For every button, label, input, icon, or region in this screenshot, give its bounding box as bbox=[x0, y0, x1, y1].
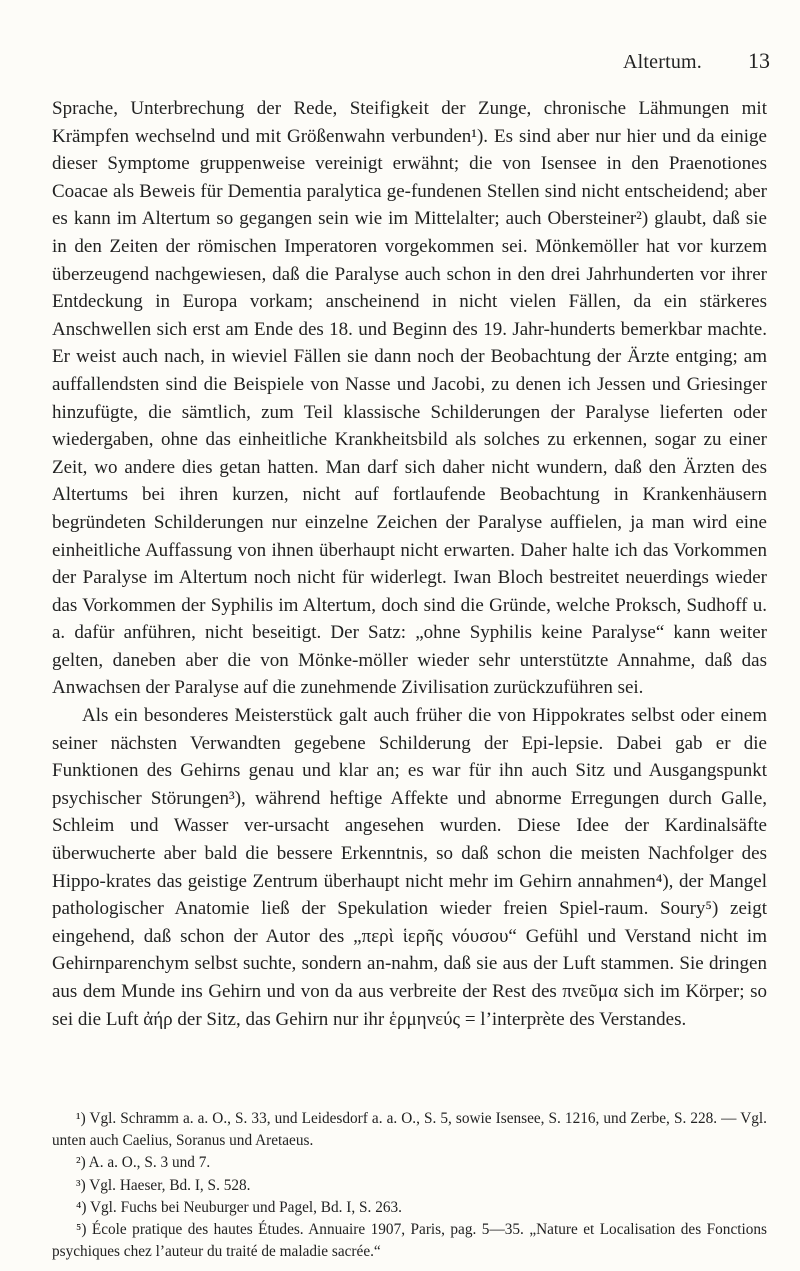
running-head bbox=[52, 48, 770, 74]
footnote-5: ⁵) École pratique des hautes Études. Annuaire 1907, Paris, pag. 5—35. „Nature et Localisation des Fonctions psychiques chez l’auteur du traité de maladie sacrée.“ bbox=[52, 1221, 767, 1261]
footnote-2: ²) A. a. O., S. 3 und 7. bbox=[76, 1154, 211, 1172]
footnote-1: ¹) Vgl. Schramm a. a. O., S. 33, und Leidesdorf a. a. O., S. 5, sowie Isensee, S. 1216, und Zerbe, S. 228. — Vgl. unten auch Caelius, Soranus und Aretaeus. bbox=[52, 1110, 767, 1150]
main-text bbox=[52, 95, 767, 1033]
running-title: Altertum. bbox=[622, 51, 702, 73]
paragraph-2: Als ein besonderes Meisterstück galt auch früher die von Hippokrates selbst oder einem seiner nächsten Verwandten gegebene Schilderung der Epi-lepsie. Dabei gab er die Funktionen des Gehirns genau und klar an; es war für ihn auch Sitz und Ausgangspunkt psychischer Störungen³), während heftige Affekte und abnorme Erregungen durch Galle, Schleim und Wasser ver-ursacht angesehen wurden. Diese Idee der Kardinalsäfte überwucherte aber bald die bessere Erkenntnis, so daß schon die meisten Nachfolger des Hippo-krates das geistige Zentrum überhaupt nicht mehr im Gehirn annahmen⁴), der Mangel pathologischer Anatomie ließ der Spekulation wieder freien Spiel-raum. Soury⁵) zeigt eingehend, daß schon der Autor des „περὶ ἱερῆς νόυσου“ Gefühl und Verstand nicht im Gehirnparenchym selbst suchte, sondern an-nahm, daß sie aus der Luft stammen. Sie dringen aus dem Munde ins Gehirn und von da aus verbreite der Rest des πνεῦμα sich im Körper; so sei die Luft ἀήρ der Sitz, das Gehirn nur ihr ἑρμηνεύς = l’interprète des Verstandes. bbox=[52, 705, 767, 1030]
paragraph-1: Sprache, Unterbrechung der Rede, Steifigkeit der Zunge, chronische Lähmungen mit Krämpfen wechselnd und mit Größenwahn verbunden¹). Es sind aber nur hier und da einige dieser Symptome gruppenweise vereinigt erwähnt; die von Isensee in den Praenotiones Coacae als Beweis für Dementia paralytica ge-fundenen Stellen sind nicht entscheidend; aber es kann im Altertum so gegangen sein wie im Mittelalter; auch Obersteiner²) glaubt, daß sie in den Zeiten der römischen Imperatoren vorgekommen sei. Mönkemöller hat vor kurzem überzeugend nachgewiesen, daß die Paralyse auch schon in den drei Jahrhunderten vor ihrer Entdeckung in Europa vorkam; anscheinend in nicht vielen Fällen, da ein stärkeres Anschwellen sich erst am Ende des 18. und Beginn des 19. Jahr-hunderts bemerkbar machte. Er weist auch nach, in wieviel Fällen sie dann noch der Beobachtung der Ärzte entging; am auffallendsten sind die Beispiele von Nasse und Jacobi, zu denen ich Jessen und Griesinger hinzufügte, die sämtlich, zum Teil klassische Schilderungen der Paralyse lieferten oder wiedergaben, ohne das einheitliche Krankheitsbild als solches zu erkennen, sogar zu einer Zeit, wo andere dies getan hatten. Man darf sich daher nicht wundern, daß den Ärzten des Altertums bei ihren kurzen, nicht auf fortlaufende Beobachtung in Krankenhäusern begründeten Schilderungen nur einzelne Zeichen der Paralyse auffielen, ja man wird eine einheitliche Auffassung von ihnen überhaupt nicht erwarten. Daher halte ich das Vorkommen der Paralyse im Altertum noch nicht für widerlegt. Iwan Bloch bestreitet neuerdings wieder das Vorkommen der Syphilis im Altertum, doch sind die Gründe, welche Proksch, Sudhoff u. a. dafür anführen, nicht beseitigt. Der Satz: „ohne Syphilis keine Paralyse“ kann weiter gelten, daneben aber die von Mönke-möller wieder sehr unterstützte Annahme, daß das Anwachsen der Paralyse auf die zunehmende Zivilisation zurückzuführen sei. bbox=[52, 98, 767, 699]
footnote-4: ⁴) Vgl. Fuchs bei Neuburger und Pagel, Bd. I, S. 263. bbox=[76, 1198, 402, 1216]
footnotes bbox=[52, 1108, 767, 1263]
page-number: 13 bbox=[748, 48, 770, 73]
footnote-3: ³) Vgl. Haeser, Bd. I, S. 528. bbox=[76, 1176, 251, 1194]
